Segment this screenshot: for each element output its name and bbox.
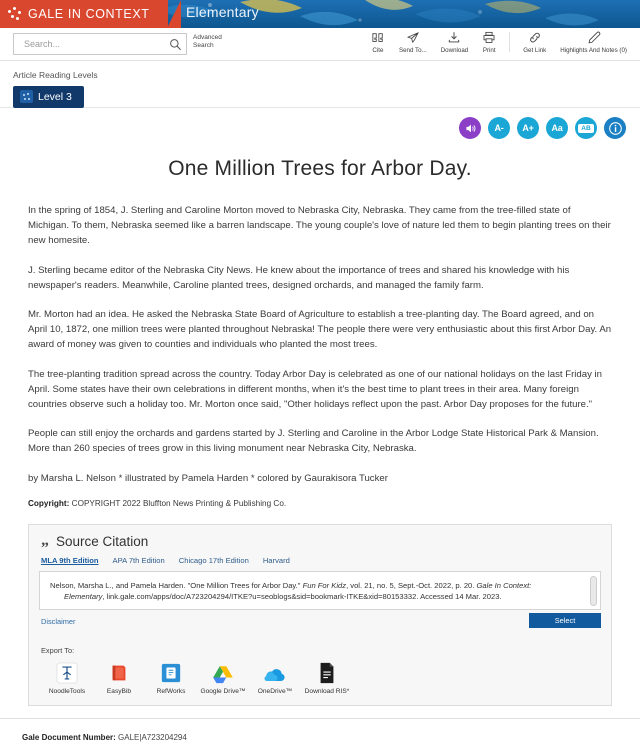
- paper-plane-icon: [406, 30, 420, 45]
- gale-dots-icon: [8, 7, 22, 21]
- article-paragraph: People can still enjoy the orchards and gardens started by J. Sterling and Caroline in the Arbor Lodge State Historical Park & Mansion. More than 260 species of trees grow in this living monument near Nebraska City, Nebraska.: [28, 428, 599, 455]
- decrease-font-button[interactable]: [488, 117, 510, 139]
- send-to-label: Send To...: [398, 47, 427, 54]
- font-options-label: Aa: [551, 123, 563, 133]
- citation-part-2: , vol. 21, no. 5, Sept.-Oct. 2022, p. 20.: [346, 580, 477, 590]
- article-paragraph: Mr. Morton had an idea. He asked the Nebraska State Board of Agriculture to establish a tree-planting day. The Board agreed, and on April 10, 1872, one million trees were planted throughout Nebraska! The people there were very enthusiastic about this first Arbor Day. An award of money was given to counties and individuals who planted the most trees.: [28, 309, 612, 351]
- doc-number-label: Gale Document Number:: [22, 733, 116, 743]
- reading-level-3-tab[interactable]: [13, 86, 84, 108]
- file-icon: [317, 660, 337, 684]
- article-paragraph: The tree-planting tradition spread across the country. Today Arbor Day is celebrated as one of our national holidays on the last Friday in April. Some states have their own celebrations in different months, when it's the best time to plant trees in their area. Many foreign countries observe such a holiday too. Mr. Morton once said, "Other holidays reflect upon the past. Arbor Day proposes for the future.": [28, 368, 602, 411]
- google-drive-icon: [212, 660, 234, 684]
- get-link-label: Get Link: [523, 47, 547, 54]
- toolbar-divider: [509, 32, 510, 52]
- export-items: [41, 660, 599, 695]
- search-icon[interactable]: [169, 38, 182, 51]
- advanced-search-line2: Search: [193, 42, 214, 49]
- export-section: [29, 642, 611, 705]
- citation-scrollbar[interactable]: [590, 576, 597, 606]
- article-copyright: [28, 499, 612, 508]
- print-label: Print: [482, 47, 496, 54]
- info-button[interactable]: [604, 117, 626, 139]
- brand-name: GALE IN CONTEXT: [28, 7, 150, 21]
- easybib-icon: [108, 660, 130, 684]
- quote-icon: „: [41, 532, 49, 550]
- listen-button[interactable]: [459, 117, 481, 139]
- tab-mla[interactable]: MLA 9th Edition: [41, 555, 99, 565]
- tab-chicago[interactable]: Chicago 17th Edition: [178, 555, 249, 565]
- cite-label: Cite: [372, 47, 384, 54]
- export-onedrive-label: OneDrive™: [257, 688, 293, 696]
- article-body: [0, 157, 640, 508]
- copyright-label: Copyright:: [28, 498, 70, 508]
- reading-levels-title: Article Reading Levels: [13, 70, 98, 80]
- font-options-button[interactable]: [546, 117, 568, 139]
- disclaimer-link[interactable]: Disclaimer: [41, 617, 76, 627]
- gale-document-number: [22, 733, 187, 742]
- citation-database-name: Gale In Context:: [476, 580, 532, 590]
- export-noodletools-button[interactable]: [41, 660, 93, 695]
- copyright-text: COPYRIGHT 2022 Bluffton News Printing & Publishing Co.: [71, 498, 287, 508]
- citation-footer: [39, 610, 601, 642]
- search-box[interactable]: [13, 33, 187, 55]
- citation-line-2: [50, 591, 576, 602]
- citation-heading: Source Citation: [56, 533, 149, 549]
- export-refworks-button[interactable]: [145, 660, 197, 695]
- export-refworks-label: RefWorks: [156, 688, 186, 696]
- quote-icon: [371, 30, 385, 45]
- export-google-drive-button[interactable]: [197, 660, 249, 695]
- citation-part-3: , link.gale.com/apps/doc/A723204294/ITKE?u=seoblogs&sid=bookmark-ITKE&xid=80153332. Accessed 14 Mar. 2023.: [102, 592, 502, 602]
- citation-style-tabs: [29, 556, 611, 571]
- highlights-and-notes-label: Highlights And Notes (0): [560, 47, 627, 54]
- doc-number-value: GALE|A723204294: [118, 733, 187, 743]
- reading-level-icon: [20, 90, 33, 103]
- translate-label: AB: [578, 124, 593, 133]
- refworks-icon: [160, 660, 182, 684]
- tab-harvard[interactable]: Harvard: [262, 555, 290, 565]
- advanced-search-line1: Advanced: [193, 34, 222, 41]
- download-icon: [447, 30, 461, 45]
- article-paragraph: In the spring of 1854, J. Sterling and Caroline Morton moved to Nebraska City, Nebraska. They came from the tree-filled state of Michigan. To them, Nebraska seemed like a barren landscape. The young couple's love of nature led them to begin planting trees on their new homesite.: [28, 205, 611, 247]
- printer-icon: [482, 30, 496, 45]
- select-button[interactable]: Select: [529, 613, 601, 628]
- send-to-button[interactable]: [392, 30, 434, 54]
- citation-journal-title: Fun For Kidz: [302, 580, 347, 590]
- print-button[interactable]: [475, 30, 503, 54]
- tab-apa[interactable]: APA 7th Edition: [112, 555, 165, 565]
- app-banner: [0, 0, 640, 28]
- product-name: Elementary: [186, 4, 259, 20]
- download-label: Download: [440, 47, 469, 54]
- article-reading-levels: [0, 61, 640, 108]
- cite-button[interactable]: [364, 30, 392, 54]
- citation-header: [29, 525, 611, 556]
- search-input[interactable]: [22, 38, 169, 50]
- export-easybib-label: EasyBib: [106, 688, 132, 696]
- export-google-drive-label: Google Drive™: [200, 688, 246, 696]
- increase-font-label: A+: [522, 123, 534, 133]
- citation-text: [50, 580, 590, 603]
- export-noodletools-label: NoodleTools: [48, 688, 86, 696]
- get-link-button[interactable]: [516, 30, 553, 54]
- search-toolbar-row: [0, 28, 640, 61]
- pencil-icon: [587, 30, 601, 45]
- brand-logo[interactable]: [0, 0, 168, 28]
- export-download-ris-label: Download RIS*: [304, 688, 350, 696]
- translate-button[interactable]: [575, 117, 597, 139]
- article-paragraph: J. Sterling became editor of the Nebraska City News. He knew about the importance of trees and shared his knowledge with his newspaper's readers. Meanwhile, Caroline planted trees, designed orchards, and managed the family farm.: [28, 264, 570, 291]
- export-download-ris-button[interactable]: [301, 660, 353, 695]
- reading-level-label: Level 3: [38, 90, 72, 103]
- noodletools-icon: [56, 660, 78, 684]
- citation-part-1: Nelson, Marsha L., and Pamela Harden. "One Million Trees for Arbor Day.": [50, 580, 303, 590]
- export-easybib-button[interactable]: [93, 660, 145, 695]
- citation-database-product: Elementary: [64, 592, 103, 602]
- page-title: One Million Trees for Arbor Day.: [168, 157, 472, 180]
- article-tools: [0, 108, 640, 139]
- action-toolbar: [364, 30, 634, 54]
- document-footer: [0, 718, 640, 745]
- source-citation-panel: [28, 524, 612, 707]
- download-button[interactable]: [434, 30, 476, 54]
- onedrive-icon: [263, 660, 287, 684]
- export-label: Export To:: [41, 646, 75, 656]
- increase-font-button[interactable]: [517, 117, 539, 139]
- citation-text-box[interactable]: [39, 571, 601, 611]
- decrease-font-label: A-: [494, 123, 504, 133]
- advanced-search-link[interactable]: [193, 34, 239, 50]
- link-icon: [528, 30, 542, 45]
- article-byline: by Marsha L. Nelson * illustrated by Pamela Harden * colored by Gaurakisora Tucker: [28, 472, 388, 484]
- export-onedrive-button[interactable]: [249, 660, 301, 695]
- highlights-and-notes-button[interactable]: [553, 30, 634, 54]
